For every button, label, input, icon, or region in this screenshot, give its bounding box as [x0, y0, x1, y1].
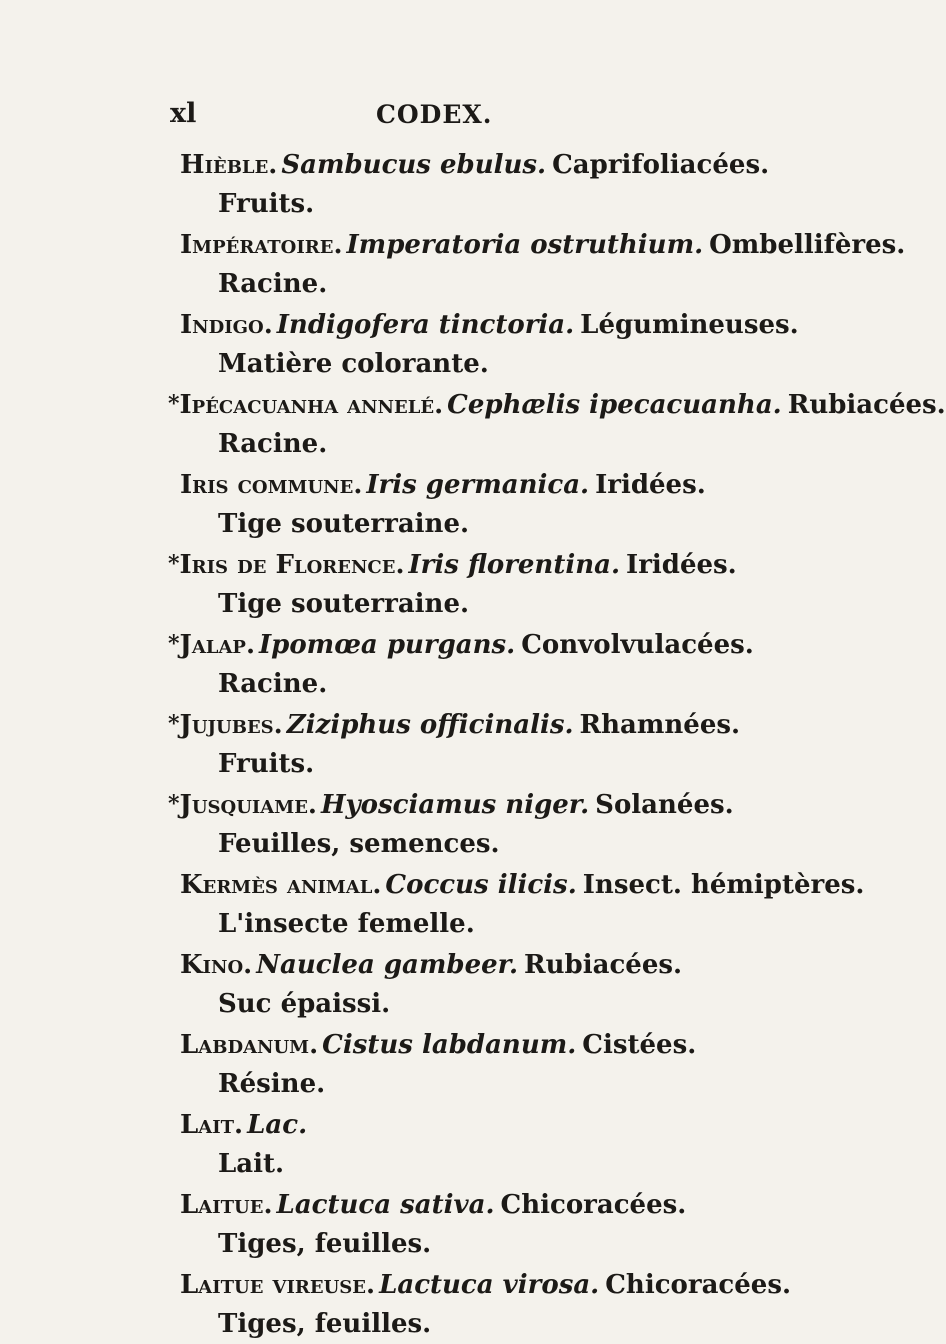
family-name: Rubiacées.	[787, 390, 946, 420]
official-star-mark: *	[168, 631, 180, 657]
part-used: Tiges, feuilles.	[218, 1309, 432, 1339]
entry-line	[0, 944, 801, 984]
entry-line	[0, 704, 801, 744]
family-name: Convolvulacées.	[521, 630, 754, 660]
latin-name: Ziziphus officinalis.	[286, 710, 574, 740]
part-used: Racine.	[218, 429, 328, 459]
latin-name: Sambucus ebulus.	[281, 150, 547, 180]
common-name: Lait.	[180, 1110, 244, 1140]
common-name: Indigo.	[180, 310, 273, 340]
latin-name: Ipomœa purgans.	[259, 630, 516, 660]
family-name: Solanées.	[595, 790, 734, 820]
family-name: Insect. hémiptères.	[582, 870, 865, 900]
family-name: Cistées.	[582, 1030, 697, 1060]
part-used: L'insecte femelle.	[218, 909, 475, 939]
common-name: Laitue.	[180, 1190, 273, 1220]
part-used: Matière colorante.	[218, 349, 489, 379]
common-name: Iris commune.	[180, 470, 363, 500]
entry-line	[0, 1184, 801, 1224]
latin-name: Iris florentina.	[408, 550, 621, 580]
latin-name: Cephælis ipecacuanha.	[447, 390, 782, 420]
part-used: Tige souterraine.	[218, 589, 470, 619]
latin-name: Indigofera tinctoria.	[276, 310, 575, 340]
part-used: Racine.	[218, 669, 328, 699]
entry-line	[0, 224, 906, 264]
entry-line	[0, 1264, 801, 1304]
latin-name: Coccus ilicis.	[385, 870, 577, 900]
latin-name: Cistus labdanum.	[322, 1030, 577, 1060]
part-used: Feuilles, semences.	[218, 829, 500, 859]
entry-line	[0, 1104, 801, 1144]
running-head: CODEX.	[376, 100, 493, 129]
entry-line	[0, 544, 801, 584]
part-used: Lait.	[218, 1149, 285, 1179]
entry-line	[0, 144, 801, 184]
part-used: Fruits.	[218, 189, 315, 219]
family-name: Iridées.	[626, 550, 737, 580]
part-used: Résine.	[218, 1069, 326, 1099]
family-name: Rubiacées.	[524, 950, 683, 980]
family-name: Ombellifères.	[709, 230, 906, 260]
common-name: Hièble.	[180, 150, 278, 180]
common-name: Jalap.	[179, 630, 255, 660]
part-used: Racine.	[218, 269, 328, 299]
latin-name: Lac.	[247, 1110, 308, 1140]
family-name: Rhamnées.	[579, 710, 741, 740]
common-name: Iris de Florence.	[179, 550, 405, 580]
part-used: Fruits.	[218, 749, 315, 779]
latin-name: Lactuca virosa.	[379, 1270, 600, 1300]
entry-line	[0, 304, 801, 344]
family-name: Caprifoliacées.	[552, 150, 770, 180]
entry-line	[0, 464, 801, 504]
common-name: Jujubes.	[179, 710, 283, 740]
part-used: Tiges, feuilles.	[218, 1229, 432, 1259]
entry-list	[0, 144, 946, 1344]
common-name: Kino.	[180, 950, 253, 980]
latin-name: Hyosciamus niger.	[320, 790, 590, 820]
entry-line	[0, 624, 801, 664]
common-name: Ipécacuanha annelé.	[179, 390, 444, 420]
common-name: Impératoire.	[180, 230, 343, 260]
family-name: Iridées.	[595, 470, 706, 500]
part-used: Suc épaissi.	[218, 989, 391, 1019]
part-used: Tige souterraine.	[218, 509, 470, 539]
latin-name: Lactuca sativa.	[276, 1190, 495, 1220]
entry-line	[0, 864, 865, 904]
latin-name: Iris germanica.	[366, 470, 590, 500]
entry-line	[0, 1024, 801, 1064]
official-star-mark: *	[168, 391, 180, 417]
entry-line	[0, 784, 801, 824]
common-name: Labdanum.	[180, 1030, 319, 1060]
entry-line	[0, 384, 946, 424]
common-name: Jusquiame.	[179, 790, 317, 820]
common-name: Laitue vireuse.	[180, 1270, 376, 1300]
latin-name: Imperatoria ostruthium.	[346, 230, 704, 260]
latin-name: Nauclea gambeer.	[256, 950, 519, 980]
common-name: Kermès animal.	[180, 870, 382, 900]
family-name: Légumineuses.	[580, 310, 799, 340]
official-star-mark: *	[168, 711, 180, 737]
official-star-mark: *	[168, 551, 180, 577]
page-number: xl	[170, 98, 197, 129]
page-header	[0, 98, 801, 138]
official-star-mark: *	[168, 791, 180, 817]
family-name: Chicoracées.	[605, 1270, 792, 1300]
family-name: Chicoracées.	[500, 1190, 687, 1220]
